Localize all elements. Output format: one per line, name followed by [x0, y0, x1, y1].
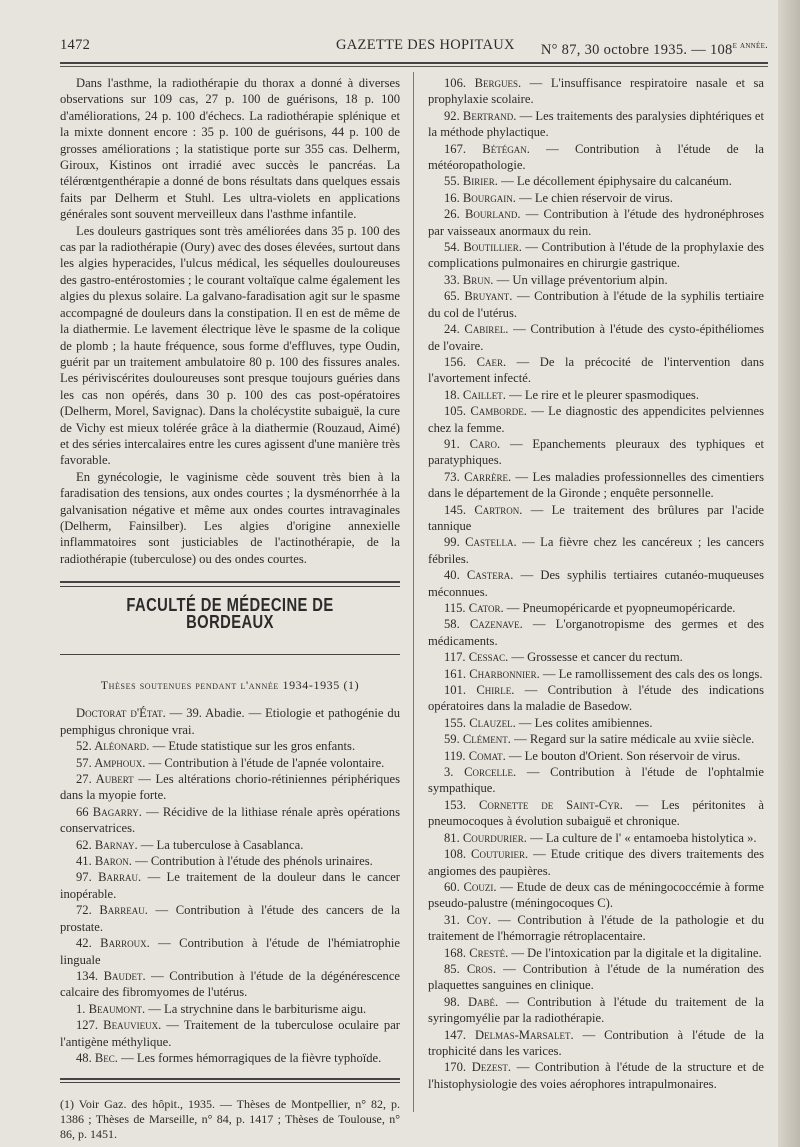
thesis-title: — Les colites amibiennes.	[515, 715, 653, 730]
thesis-title: — Contribution à l'étude de l'hémiatrophie linguale	[60, 936, 400, 967]
thesis-title: — Un village préventorium alpin.	[493, 272, 668, 287]
thesis-title: — Etude critique des divers traitements des angiomes des paupières.	[428, 847, 764, 878]
thesis-author: 65. Bruyant.	[444, 289, 513, 304]
thesis-entry	[60, 968, 400, 1001]
thesis-entry	[428, 748, 764, 764]
thesis-entry	[428, 682, 764, 715]
thesis-title: — Etude de deux cas de méningococcémie à forme pseudo-palustre (méningocoques C).	[428, 879, 764, 911]
thesis-author: 99. Castella.	[444, 535, 517, 550]
thesis-entry	[60, 1001, 400, 1017]
thesis-author: 27. Aubert	[76, 772, 134, 787]
thesis-author: 66 Bagarry.	[76, 804, 142, 819]
thesis-author: 153. Cornette de Saint-Cyr.	[444, 797, 623, 812]
thesis-entry	[60, 771, 400, 804]
thesis-author: 26. Bourland.	[444, 207, 521, 222]
thesis-author: 42. Barroux.	[76, 936, 150, 951]
title-rule	[60, 654, 400, 655]
issue-info: N° 87, 30 octobre 1935. — $108^{e année.}$	[540, 40, 768, 58]
thesis-entry	[428, 272, 764, 288]
paragraph: Les douleurs gastriques sont très améliorées dans 35 p. 100 des cas par la radiothérapie (Oury) avec des doses élevées, surtout dans les algies hyperacides, l'ulcus médical, les séquelles douloureuses des gastro-entérostomies ; le courant voltaïque calme également les algies du plexus solaire. La galvano-faradisation agit sur le spasme accompagné de douleurs dans la constipation. Il en est de même de la diathermie. Le lavement électrique lève le spasme de la colique de plomb ; la haute fréquence, sous forme d'effluves, type Oudin, guérit par un traitement ambulatoire 80 p. 100 des fissures anales. Les périviscérites douloureuses sont presque toujours guéries dans les cas non opérés, dans 30 p. 100 des cas post-opératoires (Delherm, Morel, Savignac). Dans la cholécystite subaiguë, la cure de Vichy est mieux tolérée grâce à la diathermie (Rouzaud, Aimé) et des séries intercalaires entre les cures agissent d'une manière très favorable.	[60, 223, 400, 468]
thesis-title: — Contribution à l'étude de la pathologie et du traitement de l'hémorragie rétroplacentaire.	[428, 912, 764, 944]
paragraph: En gynécologie, le vaginisme cède souvent très bien à la faradisation des tensions, aux ondes courtes ; la dysménorrhée à la galvanisation négative et même aux ondes courtes intravaginales (Delherm, Fainsilber). Les algies d'origine annexielle inflammatoires sont justiciables de l'actinothérapie, de la radiothérapie (tuberculose) ou des ondes courtes.	[60, 469, 400, 566]
thesis-title: — Traitement de la tuberculose oculaire par l'antigène méthylique.	[60, 1018, 400, 1049]
thesis-entry	[428, 534, 764, 567]
thesis-title: — Contribution à l'étude des hydronéphroses par vaisseaux anormaux du rein.	[428, 207, 764, 238]
thesis-title: — Le bouton d'Orient. Son réservoir de virus.	[505, 748, 741, 763]
thesis-title: — Contribution à l'étude de l'ophtalmie sympathique.	[428, 765, 764, 796]
article-body	[60, 75, 400, 567]
thesis-author: 167. Bétégan.	[444, 141, 530, 156]
thesis-title: — Les formes hémorragiques de la fièvre typhoïde.	[117, 1050, 382, 1065]
thesis-entry	[428, 666, 764, 682]
thesis-author: 55. Birier.	[444, 174, 498, 189]
thesis-author: 57. Amphoux.	[76, 755, 146, 770]
thesis-entry	[428, 1059, 764, 1092]
thesis-title: — Le traitement de la douleur dans le cancer inopérable.	[60, 870, 401, 901]
page-header	[60, 37, 768, 57]
thesis-author: 62. Barnay.	[76, 837, 138, 852]
thesis-entry	[428, 945, 764, 961]
thesis-author: 81. Courdurier.	[444, 830, 527, 845]
thesis-entry	[428, 961, 764, 994]
thesis-author: 168. Cresté.	[444, 945, 509, 960]
thesis-author: 60. Couzi.	[444, 879, 497, 894]
thesis-title: — Grossesse et cancer du rectum.	[508, 650, 683, 665]
thesis-entry	[428, 173, 764, 189]
thesis-author: 48. Bec.	[76, 1050, 118, 1065]
thesis-author: 106. Bergues.	[444, 76, 522, 90]
thesis-author: 85. Cros.	[444, 961, 496, 976]
thesis-entry	[428, 190, 764, 206]
thesis-author: 101. Chirle.	[444, 683, 515, 698]
thesis-author: 119. Comat.	[444, 748, 506, 763]
thesis-author: 16. Bourgain.	[444, 190, 516, 205]
page-number: 1472	[60, 37, 91, 53]
thesis-title: — Contribution à l'étude des cancers de la prostate.	[60, 903, 400, 934]
thesis-entry	[428, 797, 764, 830]
thesis-author: 58. Cazenave.	[444, 617, 523, 632]
thesis-author: 52. Aléonard.	[76, 739, 150, 754]
theses-heading: Thèses soutenues pendant l'année 1934-1935 (1)	[100, 678, 360, 692]
thesis-entry	[428, 108, 764, 141]
thesis-entry	[60, 1050, 400, 1066]
thesis-title: — Les péritonites à pneumocoques à évolution subaiguë et chronique.	[428, 797, 764, 829]
thesis-entry	[428, 288, 764, 321]
thesis-author: 145. Cartron.	[444, 502, 523, 517]
thesis-author: 155. Clauzel.	[444, 715, 516, 730]
thesis-title: — Contribution à l'étude de la météoropathologie.	[428, 141, 764, 173]
thesis-title: — Contribution à l'étude de la dégénérescence calcaire des fibromyomes de l'utérus.	[60, 968, 400, 1000]
thesis-title: — La culture de l' « entamoeba histolytica ».	[526, 830, 757, 845]
thesis-title: — De l'intoxication par la digitale et la digitaline.	[508, 945, 762, 960]
thesis-title: — Récidive de la lithiase rénale après opérations conservatrices.	[60, 804, 400, 836]
thesis-entry	[428, 567, 764, 600]
thesis-title: — Contribution à l'étude du traitement de la syringomyélie par la radiothérapie.	[428, 994, 764, 1026]
thesis-title: — Les altérations chorio-rétiniennes périphériques dans la myopie forte.	[60, 772, 400, 803]
thesis-author: 97. Barrau.	[76, 870, 142, 885]
thesis-title: — Contribution à l'étude de la trophicité dans les varices.	[428, 1027, 764, 1058]
thesis-entry	[428, 912, 764, 945]
thesis-title: — De la précocité de l'intervention dans l'avortement infecté.	[428, 354, 764, 386]
thesis-entry	[428, 387, 764, 403]
thesis-author: Doctorat d'État.	[76, 706, 166, 721]
thesis-author: 161. Charbonnier.	[444, 666, 540, 681]
thesis-author: 105. Camborde.	[444, 404, 527, 419]
thesis-title: — Contribution à l'étude de la numération des plaquettes sanguines en clinique.	[428, 961, 764, 993]
thesis-entry	[428, 764, 764, 797]
header-rule-thin	[60, 66, 768, 67]
thesis-author: 73. Carrère.	[444, 469, 512, 484]
thesis-author: 40. Castera.	[444, 568, 514, 583]
thesis-entry	[428, 436, 764, 469]
thesis-entry	[428, 1027, 764, 1060]
thesis-title: — La fièvre chez les cancéreux ; les cancers fébriles.	[428, 535, 764, 566]
thesis-entry	[60, 804, 400, 837]
thesis-entry	[428, 600, 764, 616]
thesis-title: — Des syphilis tertiaires cutanéo-muqueuses méconnues.	[428, 568, 764, 599]
thesis-author: 72. Barreau.	[76, 903, 148, 918]
thesis-author: 115. Cator.	[444, 601, 504, 615]
right-column	[428, 75, 764, 1092]
thesis-entry	[60, 705, 400, 738]
thesis-entry	[428, 830, 764, 846]
faculty-title: FACULTÉ DE MÉDECINE DE BORDEAUX	[126, 595, 334, 632]
paragraph: Dans l'asthme, la radiothérapie du thorax a donné à diverses observations sur 109 cas, 27 p. 100 de guérisons, 18 p. 100 d'améliorations, 24 p. 100 d'échecs. La radiothérapie splénique et la mixte donnent encore : 35 p. 100 de guérisons, 44 p. 100 de grosses améliorations ; la statistique porte sur 355 cas. Delherm, Giroux, Kistinos ont irradié avec succès le pancréas. La télérœntgenthérapie a donné de bons résultats dans quelques essais faits par Delherm et Stuhl. Les ultra-violets en applications générales sont souvent merveilleux dans l'asthme infantile.	[60, 76, 400, 222]
thesis-author: 117. Cessac.	[444, 650, 509, 665]
thesis-author: 54. Boutillier.	[444, 240, 522, 255]
thesis-entry	[60, 869, 400, 902]
thesis-entry	[428, 731, 764, 747]
thesis-author: 18. Caillet.	[444, 387, 506, 402]
thesis-author: 127. Beauvieux.	[76, 1018, 162, 1033]
thesis-entry	[60, 755, 400, 771]
left-column	[60, 75, 400, 1142]
thesis-title: — Regard sur la satire médicale au xviie siècle.	[510, 732, 755, 747]
thesis-author: 31. Coy.	[444, 912, 492, 927]
thesis-author: 41. Baron.	[76, 854, 132, 869]
header-rule	[60, 62, 768, 64]
thesis-title: — Contribution à l'étude des indications opératoires dans la maladie de Basedow.	[428, 683, 764, 714]
thesis-entry	[428, 649, 764, 665]
thesis-title: — Le chien réservoir de virus.	[515, 190, 673, 205]
thesis-title: — Les traitements des paralysies diphtériques et la méthode phylactique.	[428, 108, 764, 140]
thesis-title: — Contribution à l'étude de l'apnée volontaire.	[145, 755, 385, 770]
thesis-entry	[428, 403, 764, 436]
thesis-title: — L'organotropisme des germes et des médicaments.	[428, 617, 764, 648]
thesis-author: 156. Caer.	[444, 354, 507, 369]
thesis-entry	[428, 354, 764, 387]
thesis-title: — 39. Abadie. — Etiologie et pathogénie du pemphigus chronique vrai.	[60, 706, 400, 737]
thesis-title: — L'insuffisance respiratoire nasale et sa prophylaxie scolaire.	[428, 76, 764, 107]
thesis-author: 108. Couturier.	[444, 847, 529, 862]
thesis-entry	[60, 902, 400, 935]
thesis-entry	[60, 837, 400, 853]
thesis-title: — Contribution à l'étude de la prophylaxie des complications pulmonaires en chirurgie gastrique.	[428, 240, 764, 271]
thesis-title: — Contribution à l'étude de la structure et de l'histophysiologie des voies aérophores intrapulmonaires.	[428, 1060, 764, 1091]
thesis-title: — Le diagnostic des appendicites pelviennes chez la femme.	[428, 404, 764, 435]
footnote-rule-thin	[60, 1082, 400, 1083]
thesis-author: 134. Baudet.	[76, 968, 146, 983]
thesis-author: 92. Bertrand.	[444, 108, 517, 123]
thesis-entry	[428, 321, 764, 354]
thesis-entry	[428, 715, 764, 731]
thesis-author: 98. Dabé.	[444, 994, 499, 1009]
thesis-author: 91. Caro.	[444, 436, 501, 451]
thesis-entry	[60, 853, 400, 869]
thesis-title: — Pneumopéricarde et pyopneumopéricarde.	[503, 601, 736, 615]
journal-title: GAZETTE DES HOPITAUX	[336, 37, 515, 53]
thesis-author: 147. Delmas-Marsalet.	[444, 1027, 574, 1042]
thesis-entry	[428, 879, 764, 912]
thesis-title: — La tuberculose à Casablanca.	[137, 837, 304, 852]
thesis-entry	[428, 141, 764, 174]
section-rule	[60, 581, 400, 583]
thesis-entry	[60, 738, 400, 754]
thesis-entry	[428, 846, 764, 879]
thesis-entry	[60, 1017, 400, 1050]
footnote-rule	[60, 1078, 400, 1080]
section-rule-thin	[60, 586, 400, 587]
thesis-title: — Etude statistique sur les gros enfants.	[149, 739, 356, 754]
thesis-title: — Le ramollissement des cals des os longs.	[539, 666, 763, 681]
thesis-title: — Contribution à l'étude des cysto-épithéliomes de l'ovaire.	[428, 322, 765, 353]
thesis-title: — Le rire et le pleurer spasmodiques.	[505, 387, 699, 402]
thesis-entry	[60, 935, 400, 968]
thesis-author: 3. Corcelle.	[444, 765, 517, 780]
footnote: (1) Voir Gaz. des hôpit., 1935. — Thèses de Montpellier, n° 82, p. 1386 ; Thèses de Marseille, n° 84, p. 1417 ; Thèses de Toulouse, n° 86, p. 1451.	[60, 1097, 400, 1142]
thesis-entry	[428, 616, 764, 649]
thesis-title: — Les maladies professionnelles des cimentiers dans le département de la Gironde ; enquête personnelle.	[428, 469, 764, 501]
column-divider	[413, 72, 414, 1112]
thesis-title: — Le traitement des brûlures par l'acide tannique	[428, 502, 764, 533]
thesis-title: — Epanchements pleuraux des typhiques et paratyphiques.	[428, 436, 764, 468]
thesis-title: — Le décollement épiphysaire du calcanéum.	[497, 174, 732, 189]
thesis-entry	[428, 502, 764, 535]
thesis-author: 33. Brun.	[444, 272, 494, 287]
thesis-entry	[428, 239, 764, 272]
thesis-entry	[428, 75, 764, 108]
thesis-author: 170. Dezest.	[444, 1060, 511, 1075]
thesis-title: — Contribution à l'étude des phénols urinaires.	[131, 854, 373, 869]
thesis-author: 24. Cabirel.	[444, 322, 509, 337]
thesis-entry	[428, 469, 764, 502]
thesis-author: 1. Beaumont.	[76, 1001, 146, 1016]
thesis-entry	[428, 206, 764, 239]
theses-list-right	[428, 75, 764, 1092]
thesis-title: — Contribution à l'étude de la syphilis tertiaire du col de l'utérus.	[428, 289, 764, 320]
thesis-author: 59. Clément.	[444, 732, 511, 747]
thesis-entry	[428, 994, 764, 1027]
thesis-title: — La strychnine dans le barbiturisme aigu.	[145, 1001, 367, 1016]
theses-list-left	[60, 705, 400, 1066]
page-edge-shadow	[778, 0, 800, 1147]
